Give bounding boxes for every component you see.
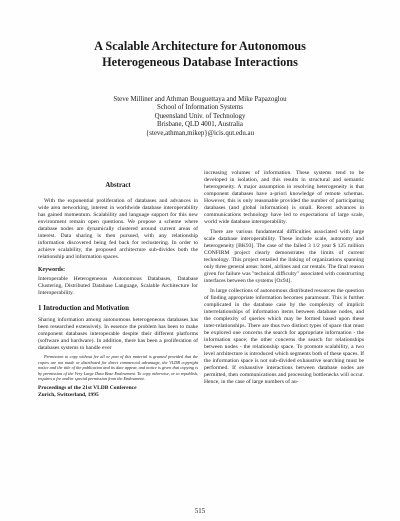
page-number: 515: [194, 508, 206, 515]
proceedings-line-2: Zurich, Switzerland, 1995: [38, 391, 99, 398]
affiliation-university: Queensland Univ. of Technology: [154, 112, 246, 120]
abstract-heading: Abstract: [105, 182, 131, 189]
paper-title: [0, 38, 400, 70]
keywords-text: Interoperable Heterogeneous Autonomous Databases, Database Clustering, Distributed Database Language, Scalable Architecture for Interoperability.: [38, 275, 198, 296]
keywords-heading: Keywords:: [38, 267, 66, 274]
affiliation-school: School of Information Systems: [157, 104, 243, 112]
abstract-text: With the exponential proliferation of databases and advances in wide area networking, interest in worldwide database interoperability has gained momentum. Scalability and language support for this new environment remain open questions. We propose a scheme where database nodes are dynamically clustered around current areas of interest. Data sharing is then pursued, with any relationship information discovered being fed back for reclustering. In order to achieve scalability, the proposed architecture sub-divides both the relationship and information spaces.: [38, 198, 198, 261]
proceedings-note: [38, 385, 198, 399]
title-line-2: Heterogeneous Database Interactions: [102, 55, 298, 69]
permission-notice: Permission to copy without fee all or part of this material is granted provided that the copies are not made or distributed for direct commercial advantage, the VLDB copyright notice and the title of the publication and its date appear, and notice is given that copying is by permission of the Very Large Data Base Endowment. To copy otherwise, or to republish, requires a fee and/or special permission from the Endowment.: [38, 354, 198, 382]
intro-paragraph: Sharing information among autonomous heterogeneous databases has been researched extensively. In essence the problem has been to make component databases interoperable despite their different platforms (software and hardware). In addition, there has been a proliferation of databases systems to handle ever: [38, 316, 198, 351]
left-column: [38, 170, 198, 399]
title-line-1: A Scalable Architecture for Autonomous: [94, 39, 306, 53]
proceedings-line-1: Proceedings of the 21st VLDB Conference: [38, 384, 137, 391]
author-block: [0, 96, 400, 138]
right-paragraph-1: increasing volumes of information. These systems tend to be developed in isolation, and this results in structural and semantic heterogeneity. A major assumption in resolving heterogeneity is that component databases have a-priori knowledge of remote schemas. However, this is only reasonable provided the number of participating databases (and global information) is small. Recent advances in communications technology have led to expectations of large scale, world wide database interoperability.: [204, 170, 364, 226]
section-heading: 1 Introduction and Motivation: [38, 303, 130, 312]
right-column: [204, 170, 364, 389]
right-paragraph-3: In large collections of autonomous distributed resources the question of finding appropriate information becomes paramount. This is further complicated in the database case by the complexity of implicit interrelationships of information items between database nodes, and the complexity of queries which may be formed based upon these inter-relationships. There are thus two distinct types of space that must be explored one concerns the search for appropriate information - the information space; the other concerns the search for relationships between nodes - the relationship space. To promote scalability, a two level architecture is introduced which segments both of these spaces. If the information space is not sub-divided exhaustive searching must be performed. If exhaustive interactions between database nodes are permitted, then communications and processing bottlenecks will occur. Hence, in the case of large numbers of au-: [204, 287, 365, 386]
author-names: Steve Milliner and Athman Bouguettaya and Mike Papazoglou: [113, 96, 287, 103]
author-emails: {steve,athman,mikep}@icis.qut.edu.au: [145, 129, 255, 137]
right-paragraph-2: There are various fundamental difficulties associated with large scale database interoperability. These include scale, autonomy and heterogeneity [BK93]. The case of the failed 3 1/2 year $ 125 million CONFIRM project clearly demonstrates the limits of current technology. This project entailed the linking of organizations spanning only three general areas: hotel, airlines and car rentals. The final reason given for failure was "technical difficulty" associated with constructing interfaces between the systems [Oz94].: [204, 228, 364, 285]
affiliation-address: Brisbane, QLD 4001, Australia: [157, 121, 243, 129]
